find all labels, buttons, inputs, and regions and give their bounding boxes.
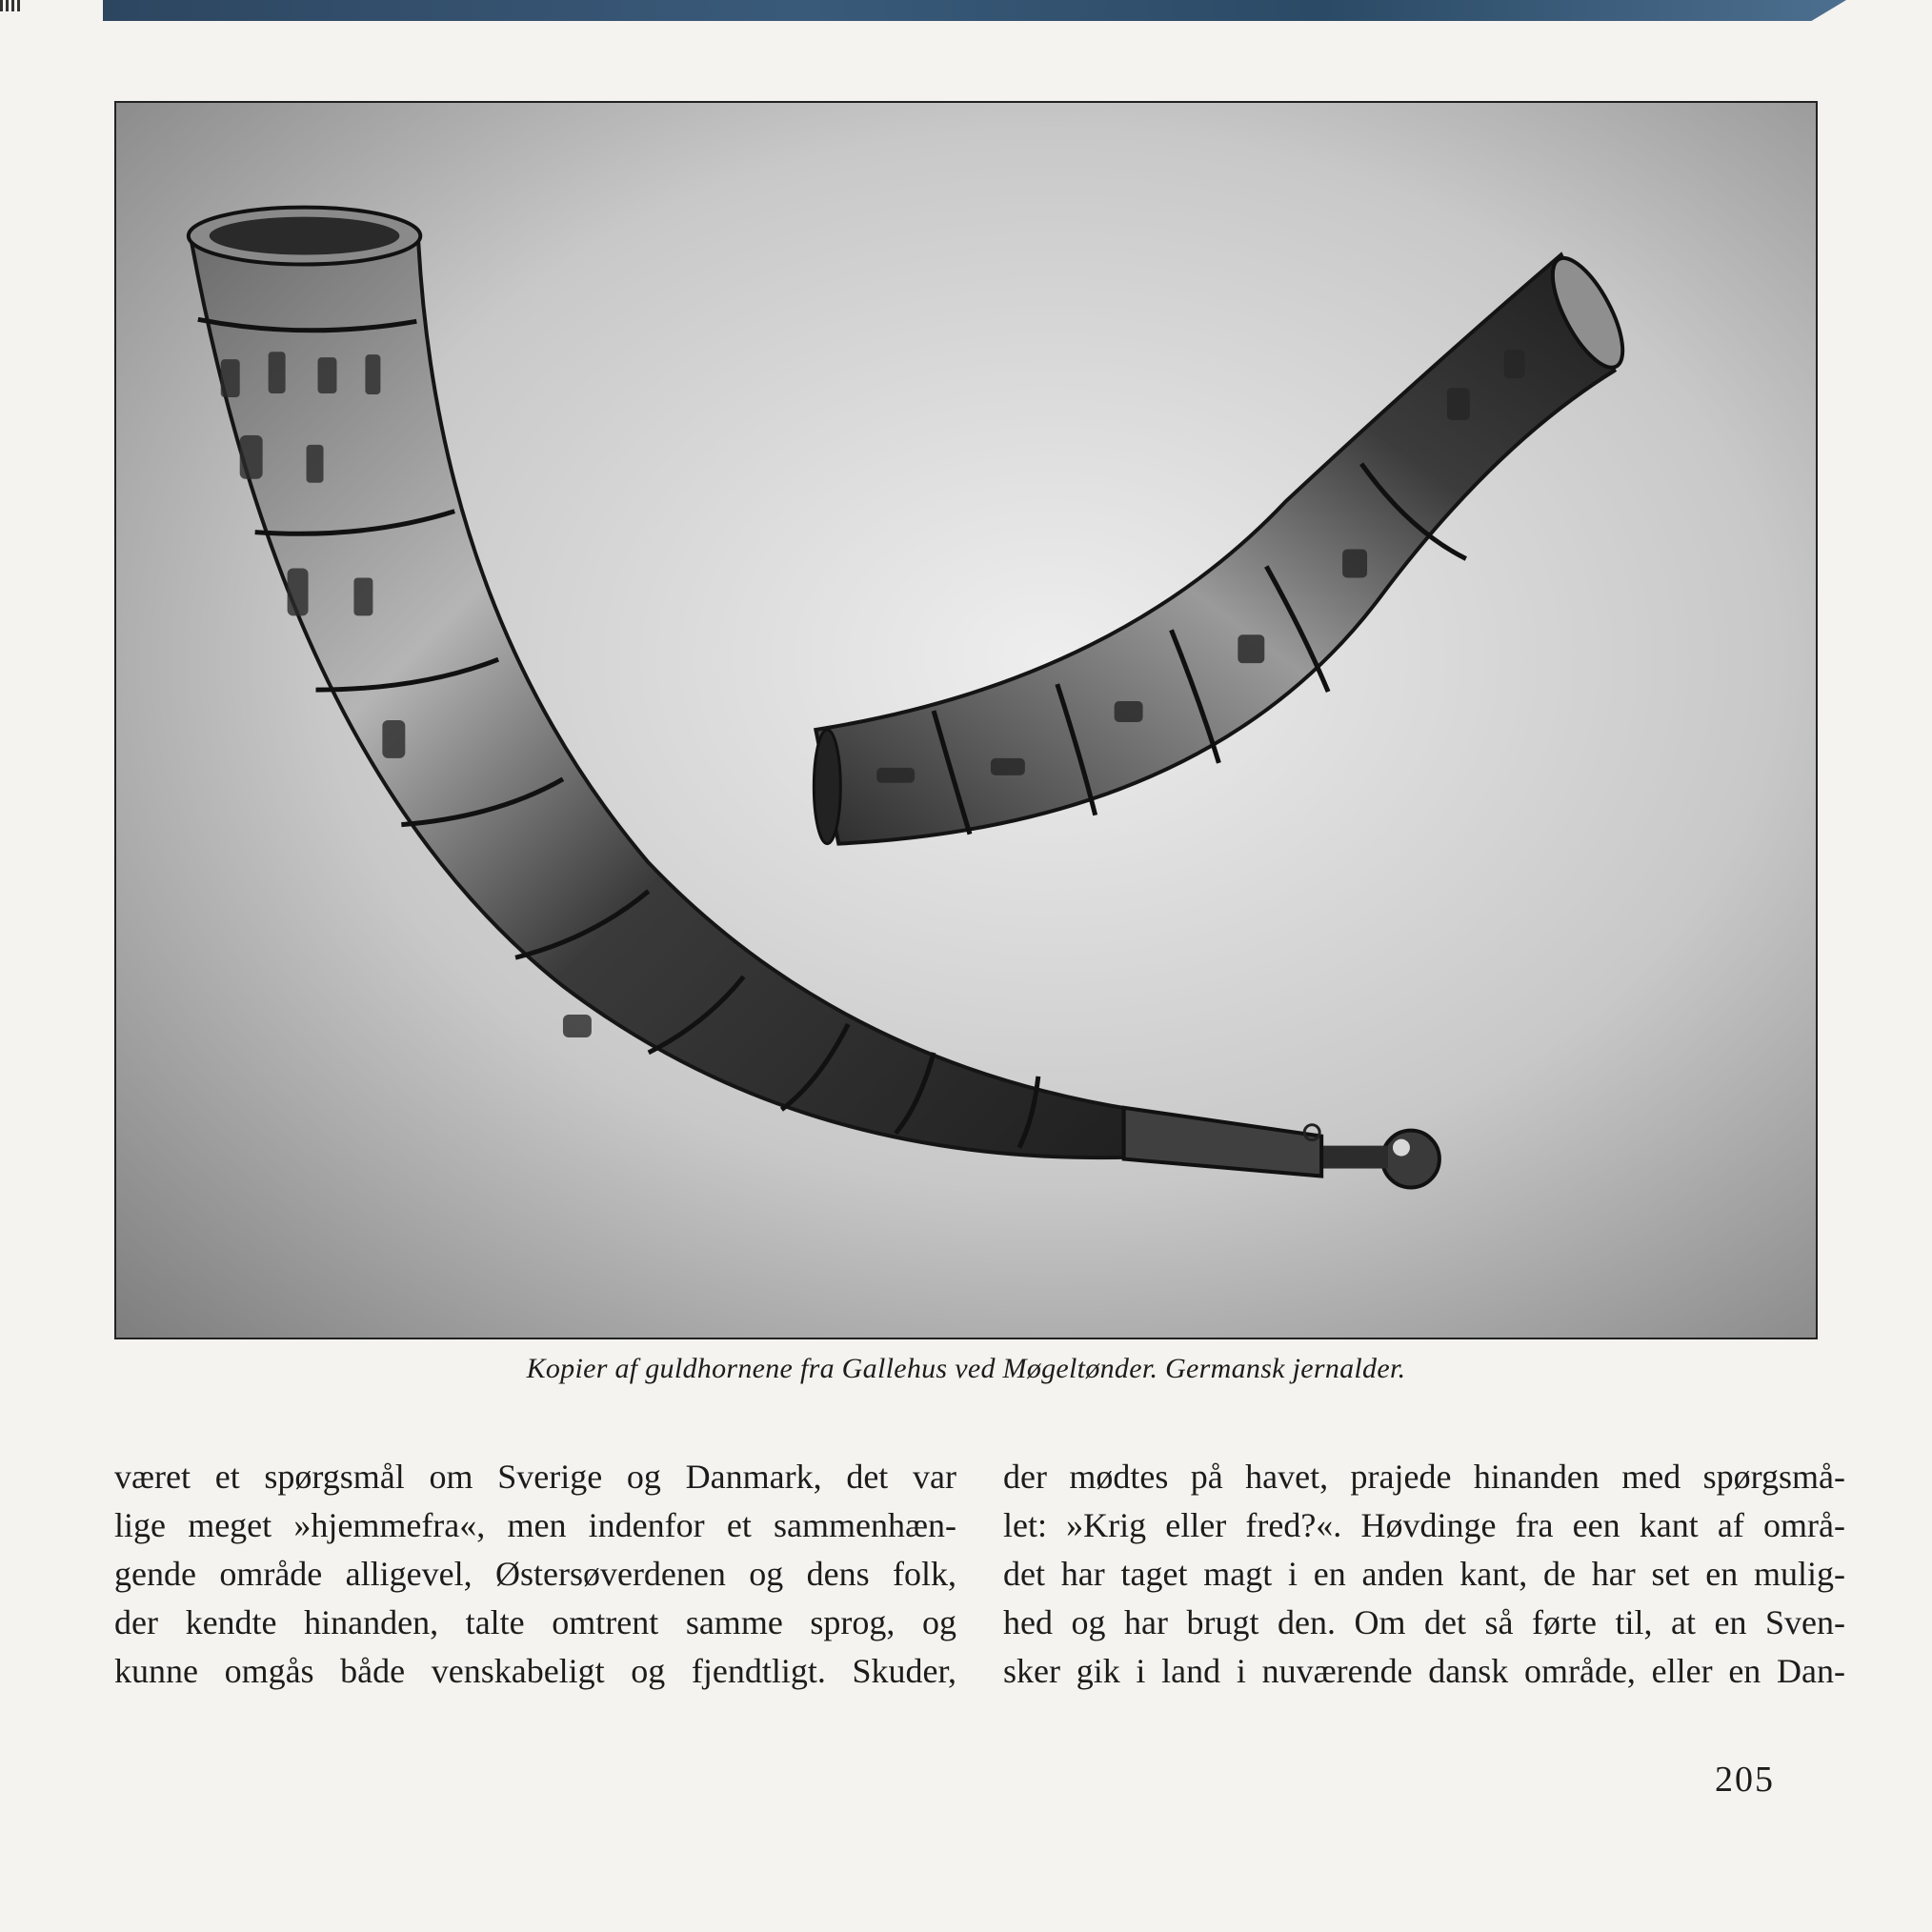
scan-corner-mark (0, 0, 21, 11)
text-line: sker gik i land i nuværende dansk område, eller en Dan- (1003, 1652, 1845, 1690)
text-column-left (114, 1453, 956, 1696)
small-horn (814, 249, 1636, 844)
text-column-right (1003, 1453, 1845, 1696)
text-line: hed og har brugt den. Om det så førte til, at en Sven- (1003, 1603, 1845, 1641)
golden-horns-photo (114, 101, 1818, 1339)
page-number: 205 (1715, 1760, 1775, 1800)
golden-horns-illustration (116, 103, 1816, 1338)
text-line: let: »Krig eller fred?«. Høvdinge fra een kant af områ- (1003, 1506, 1845, 1544)
text-line: kunne omgås både venskabeligt og fjendtligt. Skuder, (114, 1652, 956, 1690)
text-line: det har taget magt i en anden kant, de har set en mulig- (1003, 1555, 1845, 1593)
text-line: været et spørgsmål om Sverige og Danmark, det var (114, 1458, 956, 1496)
text-line: lige meget »hjemmefra«, men indenfor et sammenhæn- (114, 1506, 956, 1544)
text-line: gende område alligevel, Østersøverdenen og dens folk, (114, 1555, 956, 1593)
figure-caption: Kopier af guldhornene fra Gallehus ved Møgeltønder. Germansk jernalder. (526, 1353, 1406, 1384)
top-color-band (103, 0, 1846, 21)
text-line: der mødtes på havet, prajede hinanden med spørgsmå- (1003, 1458, 1845, 1496)
text-line: der kendte hinanden, talte omtrent samme sprog, og (114, 1603, 956, 1641)
